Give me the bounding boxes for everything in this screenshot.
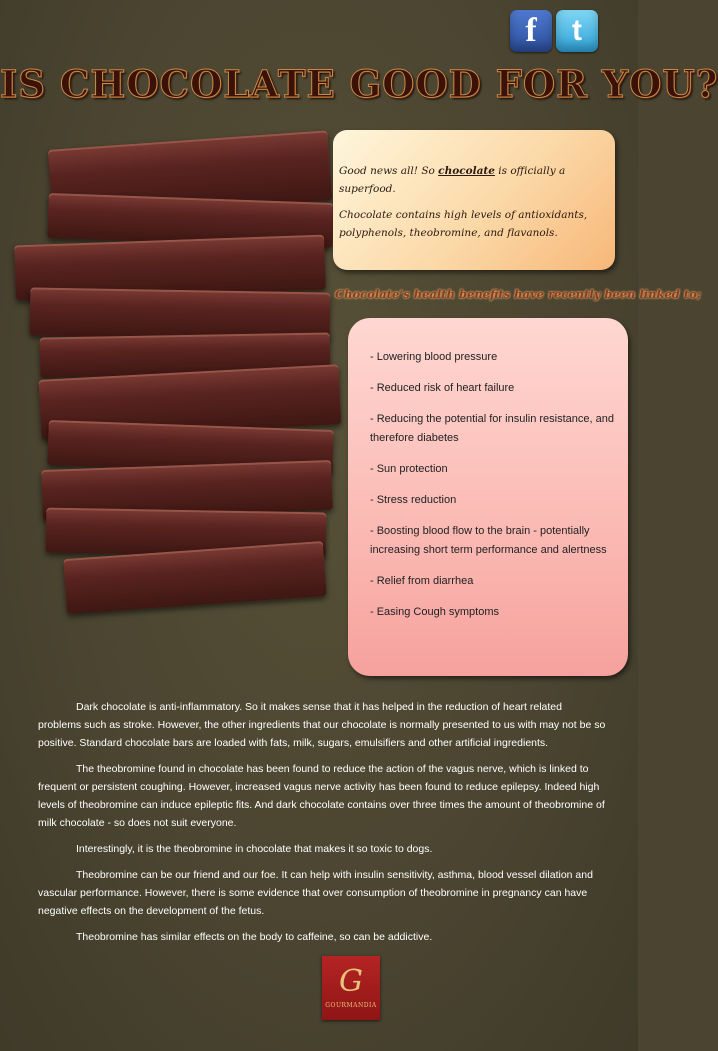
body-paragraph: Theobromine can be our friend and our foe. It can help with insulin sensitivity, asthma, blood vessel dilation and vascular performance. However, there is some evidence that over consumption of theobromine in pregnancy can have negative effects on the development of the fetus. [38,869,593,917]
body-paragraph: The theobromine found in chocolate has been found to reduce the action of the vagus nerve, which is linked to frequent or persistent coughing. However, increased vagus nerve activity has been found to reduce epilepsy. Indeed high levels of theobromine can induce epileptic fits. And dark chocolate contains over three times the amount of theobromine of milk chocolate - so does not suit everyone. [38,763,605,829]
benefit-item: - Reducing the potential for insulin resistance, and therefore diabetes [370,413,614,444]
benefits-heading: Chocolate’s health benefits have recently been linked to; [335,287,702,301]
benefit-item: - Easing Cough symptoms [370,606,499,618]
benefit-item: - Boosting blood flow to the brain - potentially increasing short term performance and alertness [370,525,607,556]
page-title: IS CHOCOLATE GOOD FOR YOU? [0,62,718,106]
social-links [510,10,598,52]
intro-line-1 [339,162,605,198]
benefit-item: - Stress reduction [370,494,457,506]
benefit-item: - Relief from diarrhea [370,575,474,587]
chocolate-stack-image [10,140,340,620]
intro-line-2: Chocolate contains high levels of antioxidants, polyphenols, theobromine, and flavanols. [339,209,588,239]
body-paragraph: Theobromine has similar effects on the body to caffeine, so can be addictive. [76,931,433,943]
benefits-box [348,318,628,676]
intro-box [333,130,615,270]
benefit-item: - Lowering blood pressure [370,351,498,363]
benefit-item: - Sun protection [370,463,448,475]
body-paragraph: Dark chocolate is anti-inflammatory. So it makes sense that it has helped in the reduction of heart related problems such as stroke. However, the other ingredients that our chocolate is normally presented to us with may not be so positive. Standard chocolate bars are loaded with fats, milk, sugars, emulsifiers and other artificial ingredients. [38,701,606,749]
twitter-icon[interactable]: t [556,10,598,52]
facebook-icon[interactable]: f [510,10,552,52]
chocolate-link[interactable]: chocolate [438,165,495,177]
article-body [38,698,608,954]
logo-name: GOURMANDIA [325,1002,377,1009]
intro-text: Good news all! So [339,165,439,177]
benefit-item: - Reduced risk of heart failure [370,382,515,394]
logo-letter: G [339,964,363,999]
body-paragraph: Interestingly, it is the theobromine in chocolate that makes it so toxic to dogs. [76,843,433,855]
intro-text: is officially a superfood. [339,165,566,195]
gourmandia-logo [322,956,380,1020]
